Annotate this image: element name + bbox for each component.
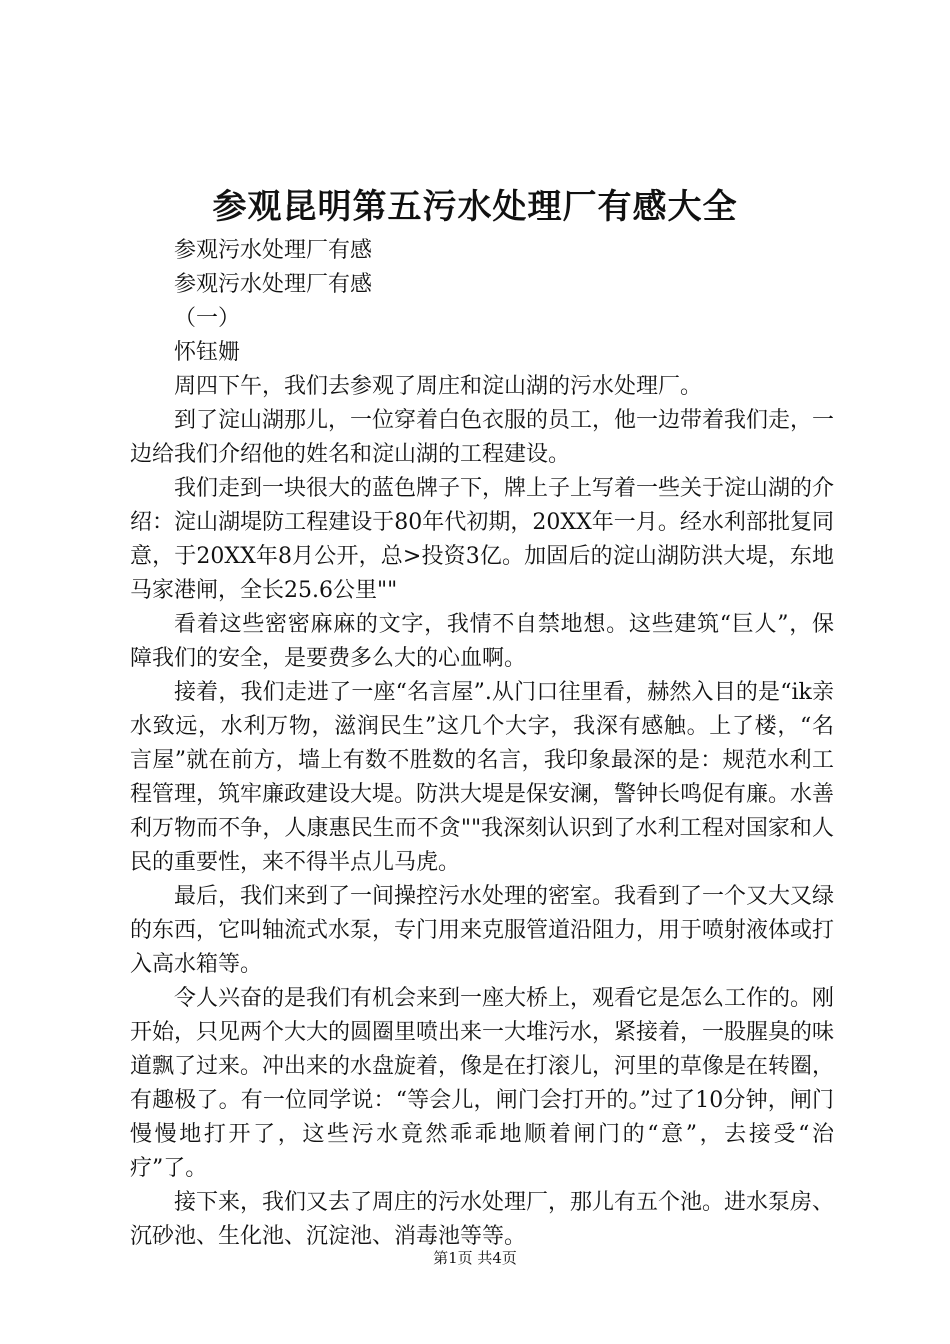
document-body xyxy=(130,234,834,1254)
paragraph: 怀钰姗 xyxy=(174,340,241,365)
paragraph: 看着这些密密麻麻的文字，我情不自禁地想。这些建筑“巨人”，保障我们的安全，是要费多么大的心血啊。 xyxy=(130,612,834,671)
paragraph: 接下来，我们又去了周庄的污水处理厂，那儿有五个池。进水泵房、沉砂池、生化池、沉淀池、消毒池等等。 xyxy=(130,1190,835,1249)
paragraph: 接着，我们走进了一座“名言屋”.从门口往里看，赫然入目的是“ik亲水致远，水利万物，滋润民生”这几个大字，我深有感触。上了楼，“名言屋”就在前方，墙上有数不胜数的名言，我印象最深的是：规范水利工程管理，筑牢廉政建设大堤。防洪大堤是保安澜，警钟长鸣促有廉。水善利万物而不争，人康惠民生而不贪""我深刻认识到了水利工程对国家和人民的重要性，来不得半点儿马虎。 xyxy=(130,680,835,875)
paragraph: 我们走到一块很大的蓝色牌子下，牌上子上写着一些关于淀山湖的介绍：淀山湖堤防工程建设于80年代初期，20XX年一月。经水利部批复同意，于20XX年8月公开，总>投资3亿。加固后的淀山湖防洪大堤，东地马家港闸，全长25.6公里"" xyxy=(130,476,835,603)
paragraph: 参观污水处理厂有感 xyxy=(174,272,373,297)
paragraph: 最后，我们来到了一间操控污水处理的密室。我看到了一个又大又绿的东西，它叫轴流式水泵，专门用来克服管道沿阻力，用于喷射液体或打入高水箱等。 xyxy=(130,884,835,977)
paragraph: 到了淀山湖那儿，一位穿着白色衣服的员工，他一边带着我们走，一边给我们介绍他的姓名和淀山湖的工程建设。 xyxy=(130,408,835,467)
page-number-footer: 第1页 共4页 xyxy=(433,1249,517,1267)
paragraph: （一） xyxy=(174,306,241,331)
document-title: 参观昆明第五污水处理厂有感大全 xyxy=(212,187,738,227)
paragraph: 令人兴奋的是我们有机会来到一座大桥上，观看它是怎么工作的。刚开始，只见两个大大的圆圈里喷出来一大堆污水，紧接着，一股腥臭的味道飘了过来。冲出来的水盘旋着，像是在打滚儿，河里的草像是在转圈，有趣极了。有一位同学说：“等会儿，闸门会打开的。”过了10分钟，闸门慢慢地打开了，这些污水竟然乖乖地顺着闸门的“意”，去接受“治疗”了。 xyxy=(130,986,835,1181)
paragraph: 参观污水处理厂有感 xyxy=(174,238,373,263)
paragraph: 周四下午，我们去参观了周庄和淀山湖的污水处理厂。 xyxy=(174,374,703,399)
